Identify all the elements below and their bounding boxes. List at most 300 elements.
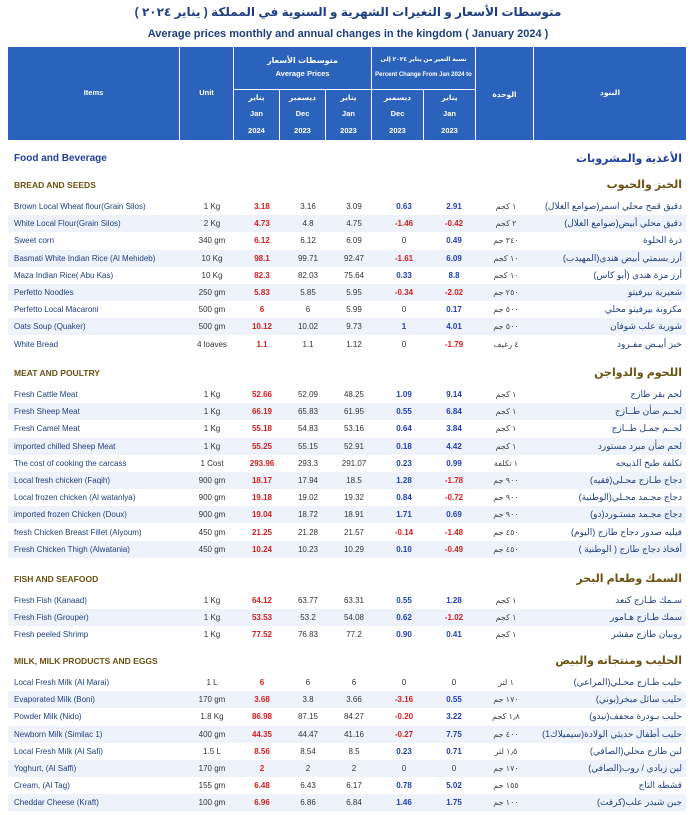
pct-change-jan-2023: 6.84 — [446, 407, 462, 417]
item-name: Fresh Camel Meat — [14, 424, 80, 434]
price-dec-2023: 99.71 — [297, 253, 319, 263]
item-name: Fresh Cattle Meat — [14, 390, 78, 399]
price-jan-2023: 21.57 — [343, 527, 365, 537]
item-unit: 1 Kg — [203, 630, 221, 640]
table-row — [8, 250, 686, 267]
col-en: Dec — [390, 109, 405, 119]
table-row — [8, 524, 686, 541]
pct-change-jan-2023: 0.49 — [446, 236, 462, 246]
item-unit-ar: ٤٥٠ جم — [493, 544, 519, 554]
pct-change-dec-2023: 0.90 — [396, 630, 412, 640]
price-dec-2023: 10.23 — [297, 544, 319, 554]
pct-change-jan-2023: 9.14 — [446, 390, 462, 399]
item-name-ar: جبن شيدر علب(كرفت) — [596, 797, 682, 808]
item-name: fresh Chicken Breast Fillet (Alyoum) — [14, 527, 142, 537]
item-unit-ar: ٩٠٠ جم — [493, 493, 519, 503]
table-header — [8, 47, 686, 140]
item-name-ar: أرز مزة هندي (أبو كاس) — [593, 269, 682, 280]
table-row — [8, 455, 686, 472]
item-name-ar: لحــم ضأن طــازج — [614, 406, 682, 417]
price-jan-2024: 82.3 — [254, 270, 270, 280]
pct-change-dec-2023: 0.62 — [396, 613, 412, 623]
col-year: 2023 — [389, 125, 406, 135]
item-name-ar: دقيق محلي أبيض(صوامع الغلال) — [564, 218, 682, 229]
item-unit-ar: ١٥٥ جم — [493, 781, 519, 791]
price-jan-2024: 64.12 — [251, 596, 273, 605]
col-ar: ديسمبر — [383, 93, 412, 103]
pct-change-jan-2023: -1.78 — [444, 476, 464, 485]
item-unit: 340 gm — [198, 236, 226, 246]
item-unit: 1 L — [206, 678, 218, 687]
price-dec-2023: 8.54 — [300, 746, 316, 756]
item-name: Newborn Milk (Similac 1) — [14, 729, 103, 739]
price-jan-2024: 1.1 — [256, 339, 268, 349]
item-name-ar: دقيق قمح محلي اسمر(صوامع الغلال) — [544, 201, 682, 211]
price-dec-2023: 17.94 — [297, 476, 319, 485]
table-row — [8, 472, 686, 489]
header-col-pct-jan2023 — [424, 89, 476, 140]
price-dec-2023: 6 — [305, 678, 311, 687]
price-jan-2024: 19.18 — [251, 493, 273, 503]
item-unit: 1 Kg — [203, 202, 221, 211]
page-title-arabic: متوسطات الأسعار و التغيرات الشهرية و السنوية في المملكة ( يناير ٢٠٢٤ ) — [134, 5, 562, 19]
pct-change-jan-2023: 0.69 — [446, 510, 462, 520]
price-jan-2024: 3.68 — [254, 695, 270, 705]
item-name-ar: تكلفة طبخ الذبيحه — [615, 457, 682, 468]
table-row — [8, 301, 686, 318]
price-jan-2023: 63.31 — [343, 596, 365, 605]
header-col-dec2023 — [280, 89, 326, 140]
item-unit-ar: ٥٠٠ جم — [493, 305, 519, 315]
item-unit-ar: ١٧٠ جم — [493, 695, 519, 705]
pct-change-dec-2023: 0.84 — [396, 493, 412, 503]
pct-change-dec-2023: 0 — [401, 764, 407, 773]
pct-change-dec-2023: 1.46 — [396, 798, 412, 808]
pct-change-dec-2023: 0 — [401, 305, 407, 315]
col-en: Jan — [342, 109, 355, 119]
price-jan-2024: 2 — [259, 764, 265, 773]
table-row — [8, 267, 686, 284]
pct-change-dec-2023: 0.33 — [396, 270, 412, 280]
header-col-jan2023 — [326, 89, 372, 140]
item-unit: 900 gm — [198, 476, 226, 485]
price-jan-2024: 6.48 — [254, 781, 270, 791]
item-unit-ar: ١ تكلفة — [493, 458, 519, 468]
price-jan-2023: 84.27 — [343, 712, 365, 722]
section-heading-ar: اللحوم والدواجن — [594, 367, 682, 379]
col-year: 2023 — [441, 125, 458, 135]
table-row — [8, 794, 686, 811]
item-name-ar: لحم بقر طازج — [630, 389, 682, 399]
pct-change-dec-2023: 0.55 — [396, 407, 412, 417]
item-unit-ar: ٢ كجم — [495, 219, 517, 229]
pct-change-dec-2023: 0.55 — [396, 596, 412, 605]
page-title-english: Average prices monthly and annual changes in the kingdom ( January 2024 ) — [147, 28, 549, 40]
col-year: 2023 — [340, 125, 357, 135]
item-unit: 170 gm — [198, 764, 226, 773]
item-name: Powder Milk (Nido) — [14, 712, 82, 722]
price-jan-2023: 6 — [351, 678, 357, 687]
item-name-ar: فيليه صدور دجاج طازج (اليوم) — [571, 526, 682, 537]
pct-change-jan-2023: -2.02 — [444, 288, 464, 297]
col-year: 2023 — [294, 125, 311, 135]
item-unit: 500 gm — [198, 305, 226, 315]
item-name: Sweet corn — [14, 236, 55, 246]
item-name: imported frozen Chicken (Doux) — [14, 510, 127, 520]
price-jan-2024: 10.12 — [251, 322, 273, 332]
item-unit-ar: ١ كجم — [495, 424, 517, 434]
pct-change-jan-2023: 0.41 — [446, 630, 462, 640]
price-jan-2023: 3.66 — [346, 695, 362, 705]
pct-change-dec-2023: 1.71 — [396, 510, 412, 520]
col-year: 2024 — [248, 125, 265, 135]
price-jan-2023: 77.2 — [346, 630, 362, 640]
item-name-ar: لحم ضأن مبرد مستورد — [597, 440, 682, 451]
price-jan-2023: 6.84 — [346, 798, 362, 808]
pct-change-dec-2023: 0 — [401, 236, 407, 246]
price-jan-2023: 18.5 — [346, 476, 362, 485]
item-unit-ar: ١ لتر — [498, 678, 514, 687]
table-row — [8, 386, 686, 403]
price-dec-2023: 82.03 — [297, 270, 319, 280]
price-jan-2024: 6 — [259, 678, 265, 687]
header-col-jan2024 — [234, 89, 280, 140]
item-name-ar: روبيان طازج مقشر — [611, 629, 682, 640]
section-heading: MILK, MILK PRODUCTS AND EGGS — [14, 656, 158, 666]
table-row — [8, 760, 686, 777]
item-unit: 1 Kg — [203, 613, 221, 623]
pct-change-dec-2023: 0.23 — [396, 746, 412, 756]
price-dec-2023: 6.86 — [300, 798, 316, 808]
pct-change-jan-2023: -1.79 — [444, 339, 464, 349]
price-jan-2023: 5.95 — [346, 288, 362, 297]
price-dec-2023: 1.1 — [302, 339, 314, 349]
price-dec-2023: 55.15 — [297, 441, 319, 451]
pct-change-dec-2023: 0.63 — [396, 202, 412, 211]
item-name-ar: أفخاذ دجاج طازج ( الوطنية ) — [578, 543, 682, 554]
item-name-ar: دجاج طـازج محـلي(فقيه) — [590, 475, 682, 485]
table-row — [8, 438, 686, 455]
item-name-ar: قشطه التاج — [638, 780, 682, 791]
item-name-ar: لبن زبادي / روب(الصافي) — [588, 763, 682, 773]
item-name-ar: شوربة علب شوفان — [610, 321, 682, 332]
header-unit: Unit — [180, 47, 234, 140]
price-dec-2023: 3.16 — [300, 202, 316, 211]
price-jan-2023: 10.29 — [343, 544, 365, 554]
pct-change-dec-2023: 1 — [401, 322, 407, 332]
pct-change-dec-2023: -0.20 — [394, 712, 414, 722]
item-unit-ar: ١ كجم — [495, 390, 517, 399]
price-dec-2023: 293.3 — [297, 458, 319, 468]
item-unit-ar: ١ كجم — [495, 441, 517, 451]
item-name-ar: شعيرية بيرفيتو — [628, 287, 682, 297]
item-unit: 2 Kg — [203, 219, 221, 229]
item-name: Fresh Fish (Grouper) — [14, 613, 89, 623]
pct-change-dec-2023: 0.23 — [396, 458, 412, 468]
item-unit-ar: ١ كجم — [495, 613, 517, 623]
item-name-ar: ذرة الحلوة — [643, 235, 682, 246]
item-name-ar: حليب سائل مبخر(بوني) — [595, 694, 682, 705]
pct-change-jan-2023: 1.28 — [446, 596, 462, 605]
price-dec-2023: 87.15 — [297, 712, 319, 722]
item-unit: 1 Cost — [200, 458, 224, 468]
item-unit: 1 Kg — [203, 424, 221, 434]
item-unit-ar: ٩٠٠ جم — [493, 510, 519, 520]
item-name: Fresh Fish (Kanaad) — [14, 596, 87, 605]
item-unit: 10 Kg — [201, 253, 223, 263]
avg-ar: متوسطات الأسعار — [267, 56, 338, 66]
item-name: Cream, (Al Tag) — [14, 781, 70, 791]
pct-change-jan-2023: 6.09 — [446, 253, 462, 263]
item-name-ar: دجاج مجـمد مستـورد(دو) — [590, 509, 682, 520]
pct-change-jan-2023: -0.42 — [444, 219, 464, 229]
pct-change-dec-2023: -0.14 — [394, 527, 414, 537]
price-jan-2023: 4.75 — [346, 219, 362, 229]
table-row — [8, 726, 686, 743]
item-name-ar: خبز أبيـض مفـرود — [617, 338, 682, 349]
food-beverage-heading-ar: الأغذية والمشروبات — [576, 153, 682, 165]
item-unit: 900 gm — [198, 493, 226, 503]
item-name-ar: أرز بسمتي أبيض هندي(المهيدب) — [562, 252, 682, 263]
price-dec-2023: 6.43 — [300, 781, 316, 791]
item-unit: 100 gm — [198, 798, 226, 808]
price-jan-2023: 8.5 — [348, 746, 360, 756]
section-heading: FISH AND SEAFOOD — [14, 574, 99, 584]
item-unit: 450 gm — [198, 544, 226, 554]
price-jan-2024: 6.12 — [254, 236, 270, 246]
col-ar: ديسمبر — [288, 93, 317, 103]
item-name: Fresh Chicken Thigh (Alwatania) — [14, 544, 130, 554]
item-name: Local Fresh Milk (Al Marai) — [14, 678, 110, 687]
price-dec-2023: 4.8 — [302, 219, 314, 229]
pct-change-jan-2023: 1.75 — [446, 798, 462, 808]
pct-change-dec-2023: 0 — [401, 678, 407, 687]
price-dec-2023: 5.85 — [300, 288, 316, 297]
price-jan-2023: 53.16 — [343, 424, 365, 434]
item-name: Brown Local Wheat flour(Grain Silos) — [14, 202, 146, 211]
pct-change-jan-2023: 0.71 — [446, 746, 462, 756]
item-name: Oats Soup (Quaker) — [14, 322, 86, 332]
price-dec-2023: 10.02 — [297, 322, 319, 332]
item-name-ar: حليب بـودرة مجفف(نيدو) — [589, 711, 682, 722]
header-items-ar: البنود — [599, 88, 621, 98]
price-jan-2024: 6 — [259, 305, 265, 315]
item-unit: 4 loaves — [197, 339, 227, 349]
price-jan-2024: 86.98 — [251, 712, 273, 722]
pct-change-jan-2023: 0 — [451, 764, 457, 773]
table-row — [8, 691, 686, 708]
item-unit: 250 gm — [198, 288, 226, 297]
header-items: Items — [8, 47, 180, 140]
price-jan-2023: 9.73 — [346, 322, 362, 332]
price-jan-2023: 291.07 — [341, 458, 367, 468]
price-jan-2024: 98.1 — [254, 253, 270, 263]
price-jan-2024: 52.66 — [251, 390, 273, 399]
item-unit: 1.8 Kg — [200, 712, 224, 722]
header-percent-change — [372, 47, 476, 89]
price-dec-2023: 44.47 — [297, 729, 319, 739]
header-col-pct-dec2023 — [372, 89, 424, 140]
pct-change-jan-2023: -1.02 — [444, 613, 464, 623]
item-name: Fresh Sheep Meat — [14, 407, 80, 417]
price-jan-2023: 52.91 — [343, 441, 365, 451]
price-dec-2023: 2 — [305, 764, 311, 773]
pct-change-jan-2023: 4.01 — [446, 322, 462, 332]
item-name: Cheddar Cheese (Kraft) — [14, 798, 99, 808]
pct-change-jan-2023: 2.91 — [446, 202, 462, 211]
item-name: The cost of cooking the carcass — [14, 458, 127, 468]
item-name: Yoghurt, (Al Saffi) — [14, 764, 77, 773]
price-jan-2023: 61.95 — [343, 407, 365, 417]
pct-change-dec-2023: 0.18 — [396, 441, 412, 451]
pct-change-dec-2023: 1.09 — [396, 390, 412, 399]
section-heading-ar: السمك وطعام البحر — [576, 573, 682, 585]
pct-change-dec-2023: 0.78 — [396, 781, 412, 791]
item-unit: 1 Kg — [203, 596, 221, 605]
item-name: White Bread — [14, 339, 59, 349]
col-ar: يناير — [441, 93, 458, 103]
pct-change-dec-2023: 0.64 — [396, 424, 412, 434]
item-unit-ar: ٣٤٠ جم — [493, 236, 519, 246]
price-jan-2024: 10.24 — [251, 544, 273, 554]
pct-change-jan-2023: -1.48 — [444, 527, 464, 537]
item-unit-ar: ٤ رغيف — [493, 339, 519, 349]
price-jan-2024: 55.25 — [251, 441, 273, 451]
price-jan-2024: 44.35 — [251, 729, 273, 739]
price-dec-2023: 21.28 — [297, 527, 319, 537]
item-unit-ar: ٢٥٠ جم — [493, 288, 519, 297]
price-dec-2023: 65.83 — [297, 407, 319, 417]
price-dec-2023: 52.09 — [297, 390, 319, 399]
item-name-ar: سـمك طـازج كنعد — [615, 595, 682, 605]
item-unit-ar: ١ كجم — [495, 630, 517, 640]
price-dec-2023: 76.83 — [297, 630, 319, 640]
price-jan-2024: 6.96 — [254, 798, 270, 808]
price-dec-2023: 63.77 — [297, 596, 319, 605]
price-dec-2023: 53.2 — [300, 613, 316, 623]
price-jan-2024: 4.73 — [254, 219, 270, 229]
item-name: Local fresh chicken (Faqih) — [14, 476, 111, 485]
section-heading: MEAT AND POULTRY — [14, 368, 100, 378]
price-jan-2023: 5.99 — [346, 305, 362, 315]
item-name-ar: مكرونة بيرفيتو محلي — [604, 304, 682, 315]
item-unit-ar: ١٫٨ كجم — [492, 712, 520, 722]
price-jan-2024: 5.83 — [254, 288, 270, 297]
section-heading-ar: الحليب ومنتجاته والبيض — [555, 655, 682, 667]
price-jan-2023: 92.47 — [343, 253, 365, 263]
item-unit-ar: ٤٠٠ جم — [493, 729, 519, 739]
table-row — [8, 318, 686, 335]
header-unit-ar: الوحدة — [476, 47, 534, 140]
table-row — [8, 609, 686, 626]
col-en: Jan — [250, 109, 263, 119]
price-jan-2024: 19.04 — [251, 510, 273, 520]
header-average-prices — [234, 47, 372, 89]
price-dec-2023: 18.72 — [297, 510, 319, 520]
item-name-ar: لبن طازج محلي(الصافي) — [589, 745, 682, 756]
table-row — [8, 506, 686, 523]
item-name: Local Fresh Milk (Al Safi) — [14, 746, 103, 756]
pct-change-jan-2023: 0.99 — [446, 458, 462, 468]
table-row — [8, 420, 686, 437]
pct-change-jan-2023: 5.02 — [446, 781, 462, 791]
price-jan-2024: 18.17 — [251, 476, 273, 485]
price-jan-2023: 54.08 — [343, 613, 365, 623]
item-unit-ar: ١٧٠ جم — [493, 764, 519, 773]
item-unit: 1 Kg — [203, 441, 221, 451]
price-jan-2023: 3.09 — [346, 202, 362, 211]
pct-en: Percent Change From Jan 2024 to — [375, 72, 472, 78]
item-name: imported chilled Sheep Meat — [14, 441, 116, 451]
food-beverage-heading: Food and Beverage — [14, 153, 107, 164]
col-ar: يناير — [248, 93, 265, 103]
price-jan-2024: 8.56 — [254, 746, 270, 756]
item-name-ar: حليب أطفال حديثي الولادة(سيميلاك1) — [542, 728, 682, 739]
col-en: Dec — [295, 109, 310, 119]
table-row — [8, 284, 686, 301]
item-unit-ar: ١٫٥ لتر — [494, 746, 518, 756]
col-ar: يناير — [340, 93, 357, 103]
item-name: Maza Indian Rice( Abu Kas) — [14, 270, 114, 280]
item-unit-ar: ٩٠٠ جم — [493, 476, 519, 485]
col-en: Jan — [443, 109, 456, 119]
item-unit: 170 gm — [198, 695, 226, 705]
price-jan-2023: 2 — [351, 764, 357, 773]
pct-change-dec-2023: -1.61 — [394, 253, 414, 263]
item-unit: 900 gm — [198, 510, 226, 520]
price-jan-2023: 18.91 — [343, 510, 365, 520]
table-row — [8, 541, 686, 558]
table-row — [8, 336, 686, 353]
item-unit: 1 Kg — [203, 407, 221, 417]
pct-change-jan-2023: -0.72 — [444, 493, 464, 503]
item-name: Local frozen chicken (Al watanlya) — [14, 493, 136, 503]
item-unit: 155 gm — [198, 781, 226, 791]
pct-change-dec-2023: -0.34 — [394, 288, 414, 297]
item-unit: 1.5 L — [203, 746, 221, 756]
pct-change-dec-2023: 0 — [401, 339, 407, 349]
item-unit-ar: ١٠٠ جم — [493, 798, 519, 808]
table-row — [8, 592, 686, 609]
item-name-ar: دجاج مجـمد محـلي(الوطنية) — [578, 492, 682, 503]
item-name: Perfetto Noodles — [14, 288, 74, 297]
price-jan-2024: 293.96 — [249, 458, 275, 468]
pct-change-dec-2023: -3.16 — [394, 695, 414, 705]
price-jan-2023: 1.12 — [346, 339, 362, 349]
table-row — [8, 674, 686, 691]
price-jan-2023: 75.64 — [343, 270, 365, 280]
pct-change-dec-2023: -0.27 — [394, 729, 414, 739]
price-dec-2023: 3.8 — [302, 695, 314, 705]
price-dec-2023: 6 — [305, 305, 311, 315]
table-row — [8, 708, 686, 725]
item-name: Perfetto Local Macaroni — [14, 305, 99, 315]
pct-change-jan-2023: 0 — [451, 678, 457, 687]
item-unit: 10 Kg — [201, 270, 223, 280]
item-unit-ar: ١ كجم — [495, 407, 517, 417]
item-unit-ar: ٤٥٠ جم — [493, 527, 519, 537]
table-row — [8, 626, 686, 643]
pct-change-jan-2023: -0.49 — [444, 544, 464, 554]
price-jan-2024: 77.52 — [251, 630, 273, 640]
pct-ar: نسبة التغير من يناير ٢٠٢٤ إلى — [380, 56, 467, 63]
price-jan-2024: 55.18 — [251, 424, 273, 434]
item-name: Evaporated Milk (Boni) — [14, 695, 95, 705]
item-name-ar: سمك طـازج هـامور — [610, 612, 682, 623]
price-jan-2023: 41.16 — [343, 729, 365, 739]
pct-change-dec-2023: 1.28 — [396, 476, 412, 485]
avg-en: Average Prices — [275, 69, 330, 79]
